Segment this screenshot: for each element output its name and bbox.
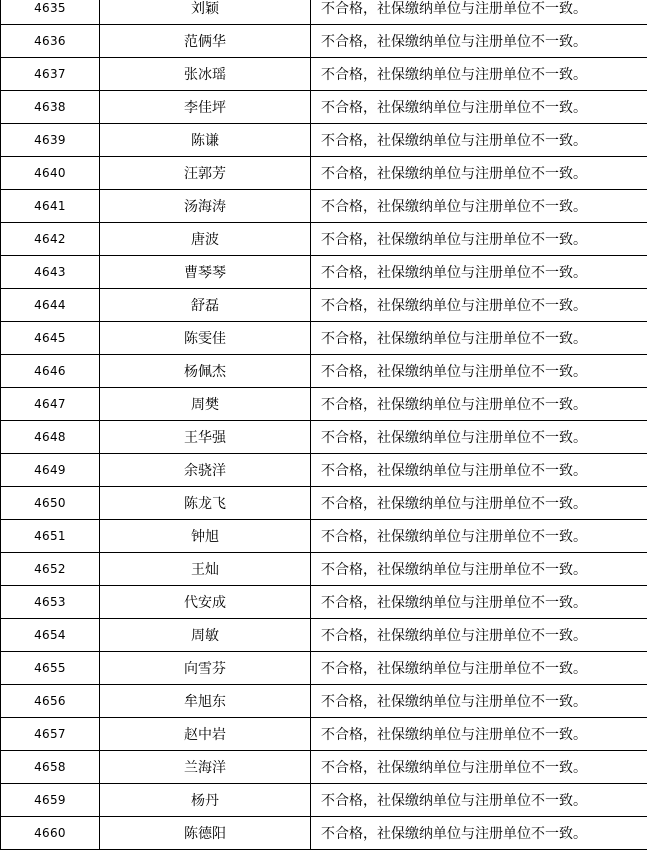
- row-number: 4640: [1, 157, 100, 190]
- person-name: 曹琴琴: [100, 256, 311, 289]
- table-row: [1, 25, 647, 58]
- person-name: 范俩华: [100, 25, 311, 58]
- review-result: 不合格，社保缴纳单位与注册单位不一致。: [311, 718, 647, 751]
- row-number: 4653: [1, 586, 100, 619]
- row-number: 4647: [1, 388, 100, 421]
- person-name: 王华强: [100, 421, 311, 454]
- review-result: 不合格，社保缴纳单位与注册单位不一致。: [311, 454, 647, 487]
- table-row: [1, 190, 647, 223]
- row-number: 4641: [1, 190, 100, 223]
- table-row: [1, 91, 647, 124]
- review-result: 不合格，社保缴纳单位与注册单位不一致。: [311, 58, 647, 91]
- review-result: 不合格，社保缴纳单位与注册单位不一致。: [311, 553, 647, 586]
- table-row: [1, 124, 647, 157]
- table-row: [1, 751, 647, 784]
- review-result: 不合格，社保缴纳单位与注册单位不一致。: [311, 190, 647, 223]
- table-row: [1, 0, 647, 25]
- review-result: 不合格，社保缴纳单位与注册单位不一致。: [311, 388, 647, 421]
- row-number: 4658: [1, 751, 100, 784]
- person-name: 汤海涛: [100, 190, 311, 223]
- results-table-body: [1, 0, 647, 850]
- row-number: 4650: [1, 487, 100, 520]
- table-row: [1, 421, 647, 454]
- row-number: 4651: [1, 520, 100, 553]
- person-name: 牟旭东: [100, 685, 311, 718]
- review-result: 不合格，社保缴纳单位与注册单位不一致。: [311, 124, 647, 157]
- person-name: 陈雯佳: [100, 322, 311, 355]
- row-number: 4660: [1, 817, 100, 850]
- table-row: [1, 58, 647, 91]
- review-result: 不合格，社保缴纳单位与注册单位不一致。: [311, 25, 647, 58]
- table-row: [1, 652, 647, 685]
- person-name: 舒磊: [100, 289, 311, 322]
- person-name: 兰海洋: [100, 751, 311, 784]
- table-row: [1, 553, 647, 586]
- table-row: [1, 256, 647, 289]
- person-name: 王灿: [100, 553, 311, 586]
- row-number: 4643: [1, 256, 100, 289]
- row-number: 4635: [1, 0, 100, 25]
- person-name: 唐波: [100, 223, 311, 256]
- table-row: [1, 388, 647, 421]
- person-name: 余骁洋: [100, 454, 311, 487]
- table-row: [1, 487, 647, 520]
- review-result: 不合格，社保缴纳单位与注册单位不一致。: [311, 91, 647, 124]
- table-row: [1, 619, 647, 652]
- table-row: [1, 685, 647, 718]
- review-result: 不合格，社保缴纳单位与注册单位不一致。: [311, 784, 647, 817]
- person-name: 周敏: [100, 619, 311, 652]
- row-number: 4638: [1, 91, 100, 124]
- person-name: 陈德阳: [100, 817, 311, 850]
- row-number: 4652: [1, 553, 100, 586]
- row-number: 4639: [1, 124, 100, 157]
- row-number: 4649: [1, 454, 100, 487]
- person-name: 周樊: [100, 388, 311, 421]
- table-row: [1, 157, 647, 190]
- row-number: 4648: [1, 421, 100, 454]
- person-name: 张冰瑶: [100, 58, 311, 91]
- review-result: 不合格，社保缴纳单位与注册单位不一致。: [311, 520, 647, 553]
- row-number: 4655: [1, 652, 100, 685]
- table-row: [1, 718, 647, 751]
- person-name: 刘颖: [100, 0, 311, 25]
- table-row: [1, 454, 647, 487]
- table-row: [1, 223, 647, 256]
- person-name: 汪郭芳: [100, 157, 311, 190]
- review-result: 不合格，社保缴纳单位与注册单位不一致。: [311, 487, 647, 520]
- review-result: 不合格，社保缴纳单位与注册单位不一致。: [311, 223, 647, 256]
- table-row: [1, 289, 647, 322]
- review-result: 不合格，社保缴纳单位与注册单位不一致。: [311, 586, 647, 619]
- review-result: 不合格，社保缴纳单位与注册单位不一致。: [311, 619, 647, 652]
- review-result: 不合格，社保缴纳单位与注册单位不一致。: [311, 157, 647, 190]
- review-result: 不合格，社保缴纳单位与注册单位不一致。: [311, 685, 647, 718]
- review-result: 不合格，社保缴纳单位与注册单位不一致。: [311, 322, 647, 355]
- row-number: 4636: [1, 25, 100, 58]
- person-name: 杨佩杰: [100, 355, 311, 388]
- person-name: 李佳坪: [100, 91, 311, 124]
- person-name: 陈谦: [100, 124, 311, 157]
- table-row: [1, 817, 647, 850]
- row-number: 4654: [1, 619, 100, 652]
- person-name: 代安成: [100, 586, 311, 619]
- person-name: 赵中岩: [100, 718, 311, 751]
- person-name: 杨丹: [100, 784, 311, 817]
- person-name: 陈龙飞: [100, 487, 311, 520]
- row-number: 4637: [1, 58, 100, 91]
- row-number: 4657: [1, 718, 100, 751]
- row-number: 4659: [1, 784, 100, 817]
- table-row: [1, 355, 647, 388]
- table-row: [1, 586, 647, 619]
- review-result: 不合格，社保缴纳单位与注册单位不一致。: [311, 751, 647, 784]
- row-number: 4646: [1, 355, 100, 388]
- row-number: 4645: [1, 322, 100, 355]
- review-result: 不合格，社保缴纳单位与注册单位不一致。: [311, 256, 647, 289]
- table-row: [1, 784, 647, 817]
- review-result: 不合格，社保缴纳单位与注册单位不一致。: [311, 355, 647, 388]
- review-result: 不合格，社保缴纳单位与注册单位不一致。: [311, 0, 647, 25]
- row-number: 4644: [1, 289, 100, 322]
- row-number: 4642: [1, 223, 100, 256]
- review-result: 不合格，社保缴纳单位与注册单位不一致。: [311, 652, 647, 685]
- table-row: [1, 322, 647, 355]
- table-row: [1, 520, 647, 553]
- person-name: 钟旭: [100, 520, 311, 553]
- review-result: 不合格，社保缴纳单位与注册单位不一致。: [311, 421, 647, 454]
- row-number: 4656: [1, 685, 100, 718]
- review-result: 不合格，社保缴纳单位与注册单位不一致。: [311, 817, 647, 850]
- person-name: 向雪芬: [100, 652, 311, 685]
- review-result: 不合格，社保缴纳单位与注册单位不一致。: [311, 289, 647, 322]
